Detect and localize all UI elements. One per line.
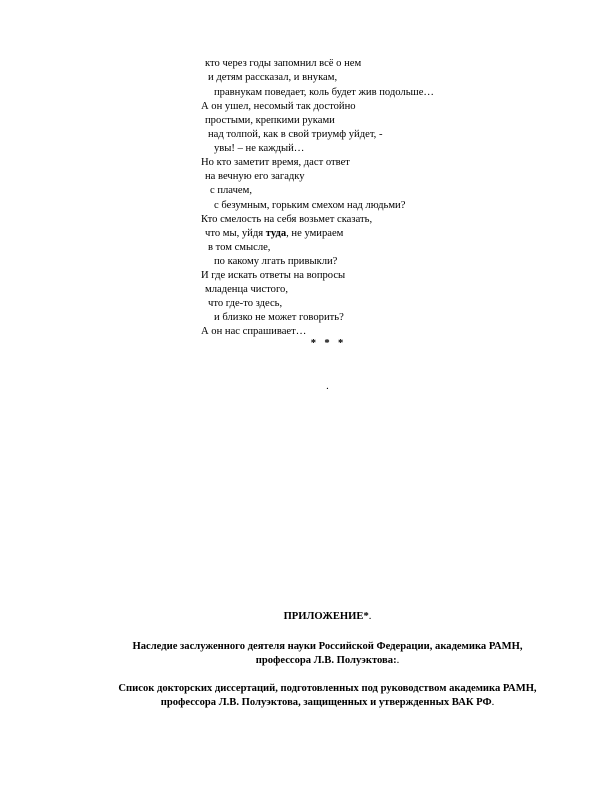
poem-line: Кто смелость на себя возьмет сказать,: [201, 214, 373, 225]
dissertations-heading-line1: Список докторских диссертаций, подготовленных под руководством академика РАМН,: [118, 683, 537, 694]
poem-line: кто через годы запомнил всё о нем: [205, 58, 362, 69]
section-separator-stars: * * *: [310, 338, 345, 349]
page-dot: .: [326, 381, 329, 392]
poem-line: Но кто заметит время, даст ответ: [201, 157, 350, 168]
poem-line: младенца чистого,: [205, 284, 288, 295]
poem-line: увы! – не каждый…: [214, 143, 305, 154]
poem-line: и близко не может говорить?: [214, 312, 344, 323]
poem-line: и детям рассказал, и внукам,: [208, 72, 338, 83]
legacy-heading-line1: Наследие заслуженного деятеля науки Российской Федерации, академика РАМН,: [132, 641, 523, 652]
poem-line: А он нас спрашивает…: [201, 326, 307, 337]
poem-line: на вечную его загадку: [205, 171, 305, 182]
poem-line: над толпой, как в свой триумф уйдет, -: [208, 129, 383, 140]
poem-line-after: , не умираем: [286, 228, 344, 239]
poem-line: в том смысле,: [208, 242, 271, 253]
legacy-heading-line2: профессора Л.В. Полуэктова:.: [255, 655, 400, 666]
poem-line: с плачем,: [210, 185, 252, 196]
poem-emphasis-word: туда: [265, 228, 287, 239]
poem-line: правнукам поведает, коль будет жив подольше…: [214, 87, 435, 98]
poem-line: И где искать ответы на вопросы: [201, 270, 346, 281]
poem-line-with-emphasis: [205, 227, 343, 240]
poem-line: А он ушел, несомый так достойно: [201, 101, 356, 112]
dissertations-heading-line2: профессора Л.В. Полуэктова, защищенных и утвержденных ВАК РФ.: [160, 697, 495, 708]
appendix-title: ПРИЛОЖЕНИЕ*.: [283, 611, 372, 622]
poem-line: что где-то здесь,: [208, 298, 283, 309]
poem-line: простыми, крепкими руками: [205, 115, 335, 126]
poem-line: с безумным, горьким смехом над людьми?: [214, 200, 406, 211]
poem-line: по какому лгать привыкли?: [214, 256, 338, 267]
poem-line-before: что мы, уйдя: [205, 228, 266, 239]
